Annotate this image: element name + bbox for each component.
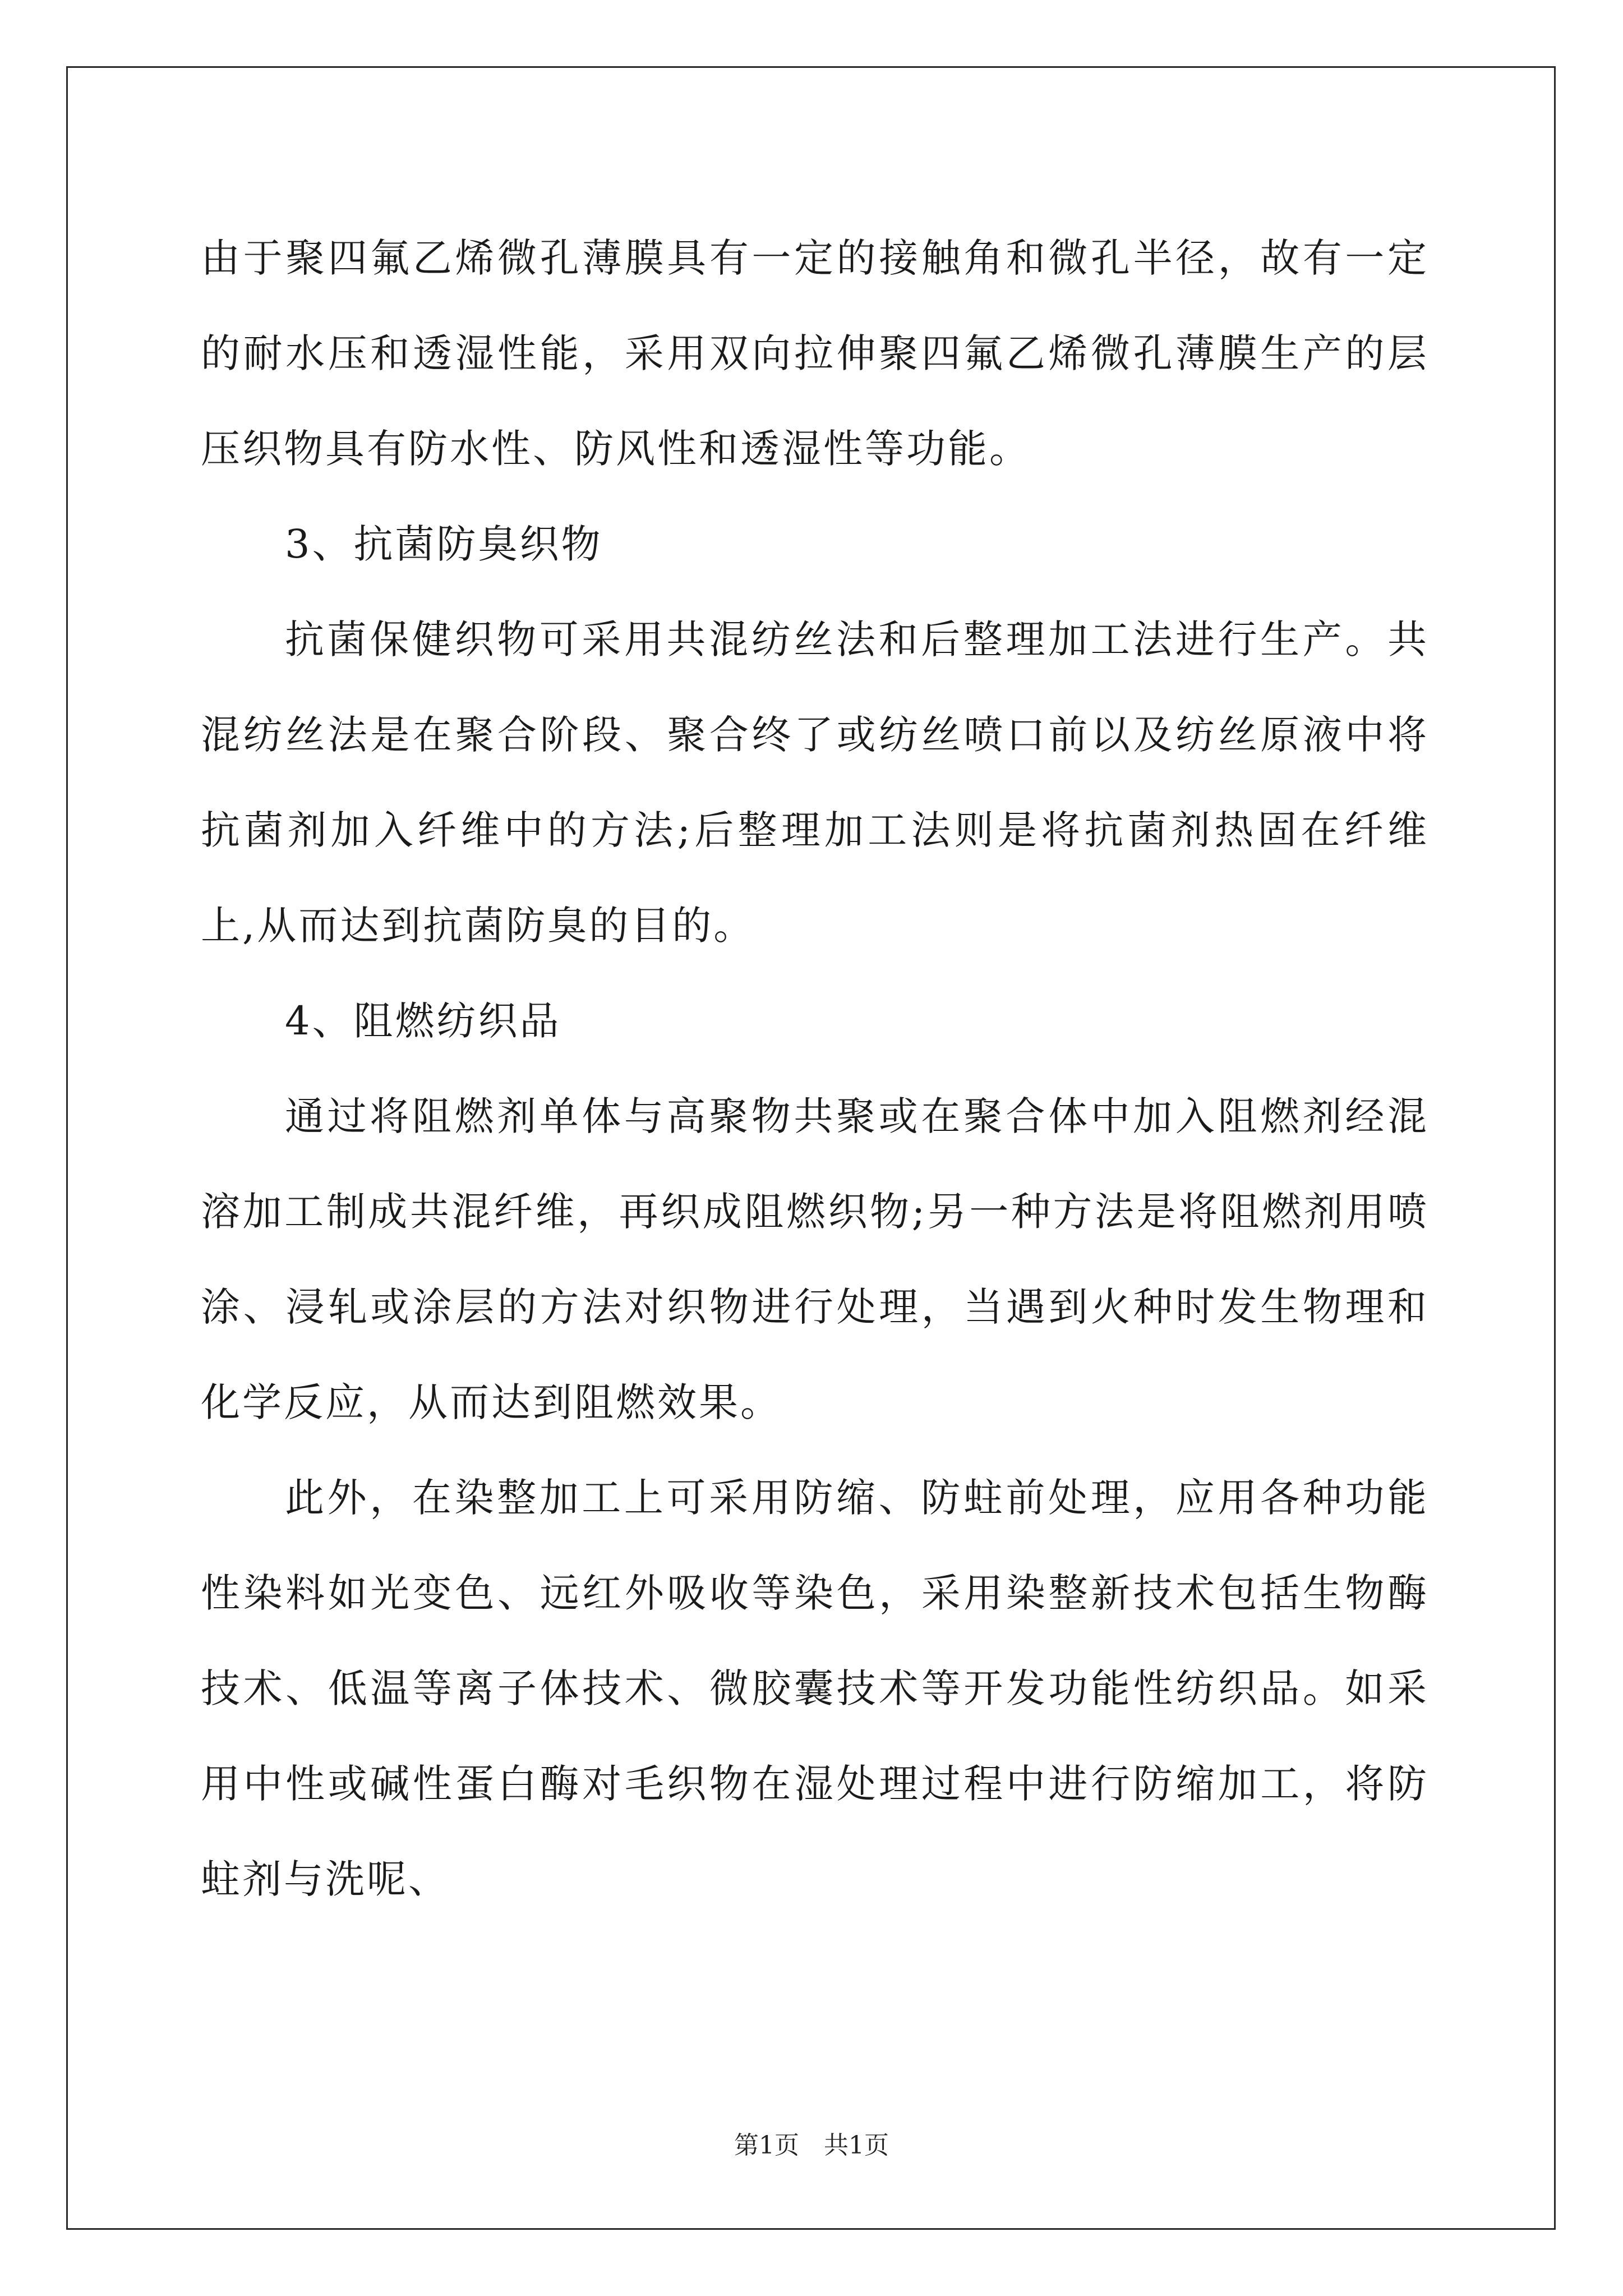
heading-antibacterial-fabric: 3、抗菌防臭织物 [285,521,603,567]
heading-flame-retardant-textiles: 4、阻燃纺织品 [285,998,561,1044]
document-body [201,210,1429,1927]
paragraph-antibacterial-methods: 抗菌保健织物可采用共混纺丝法和后整理加工法进行生产。共混纺丝法是在聚合阶段、聚合终了或纺丝喷口前以及纺丝原液中将抗菌剂加入纤维中的方法;后整理加工法则是将抗菌剂热固在纤维上,从而达到抗菌防臭的目的。 [201,616,1429,949]
paragraph-flame-retardant-methods: 通过将阻燃剂单体与高聚物共聚或在聚合体中加入阻燃剂经混溶加工制成共混纤维，再织成阻燃织物;另一种方法是将阻燃剂用喷涂、浸轧或涂层的方法对织物进行处理，当遇到火种时发生物理和化学反应，从而达到阻燃效果。 [201,1093,1429,1425]
page-number-footer: 第1页 共1页 [734,2131,889,2160]
paragraph-ptfe-membrane: 由于聚四氟乙烯微孔薄膜具有一定的接触角和微孔半径，故有一定的耐水压和透湿性能，采用双向拉伸聚四氟乙烯微孔薄膜生产的层压织物具有防水性、防风性和透湿性等功能。 [201,235,1429,472]
paragraph-dyeing-finishing: 此外，在染整加工上可采用防缩、防蛀前处理，应用各种功能性染料如光变色、远红外吸收等染色，采用染整新技术包括生物酶技术、低温等离子体技术、微胶囊技术等开发功能性纺织品。如采用中性或碱性蛋白酶对毛织物在湿处理过程中进行防缩加工，将防蛀剂与洗呢、 [201,1475,1429,1902]
